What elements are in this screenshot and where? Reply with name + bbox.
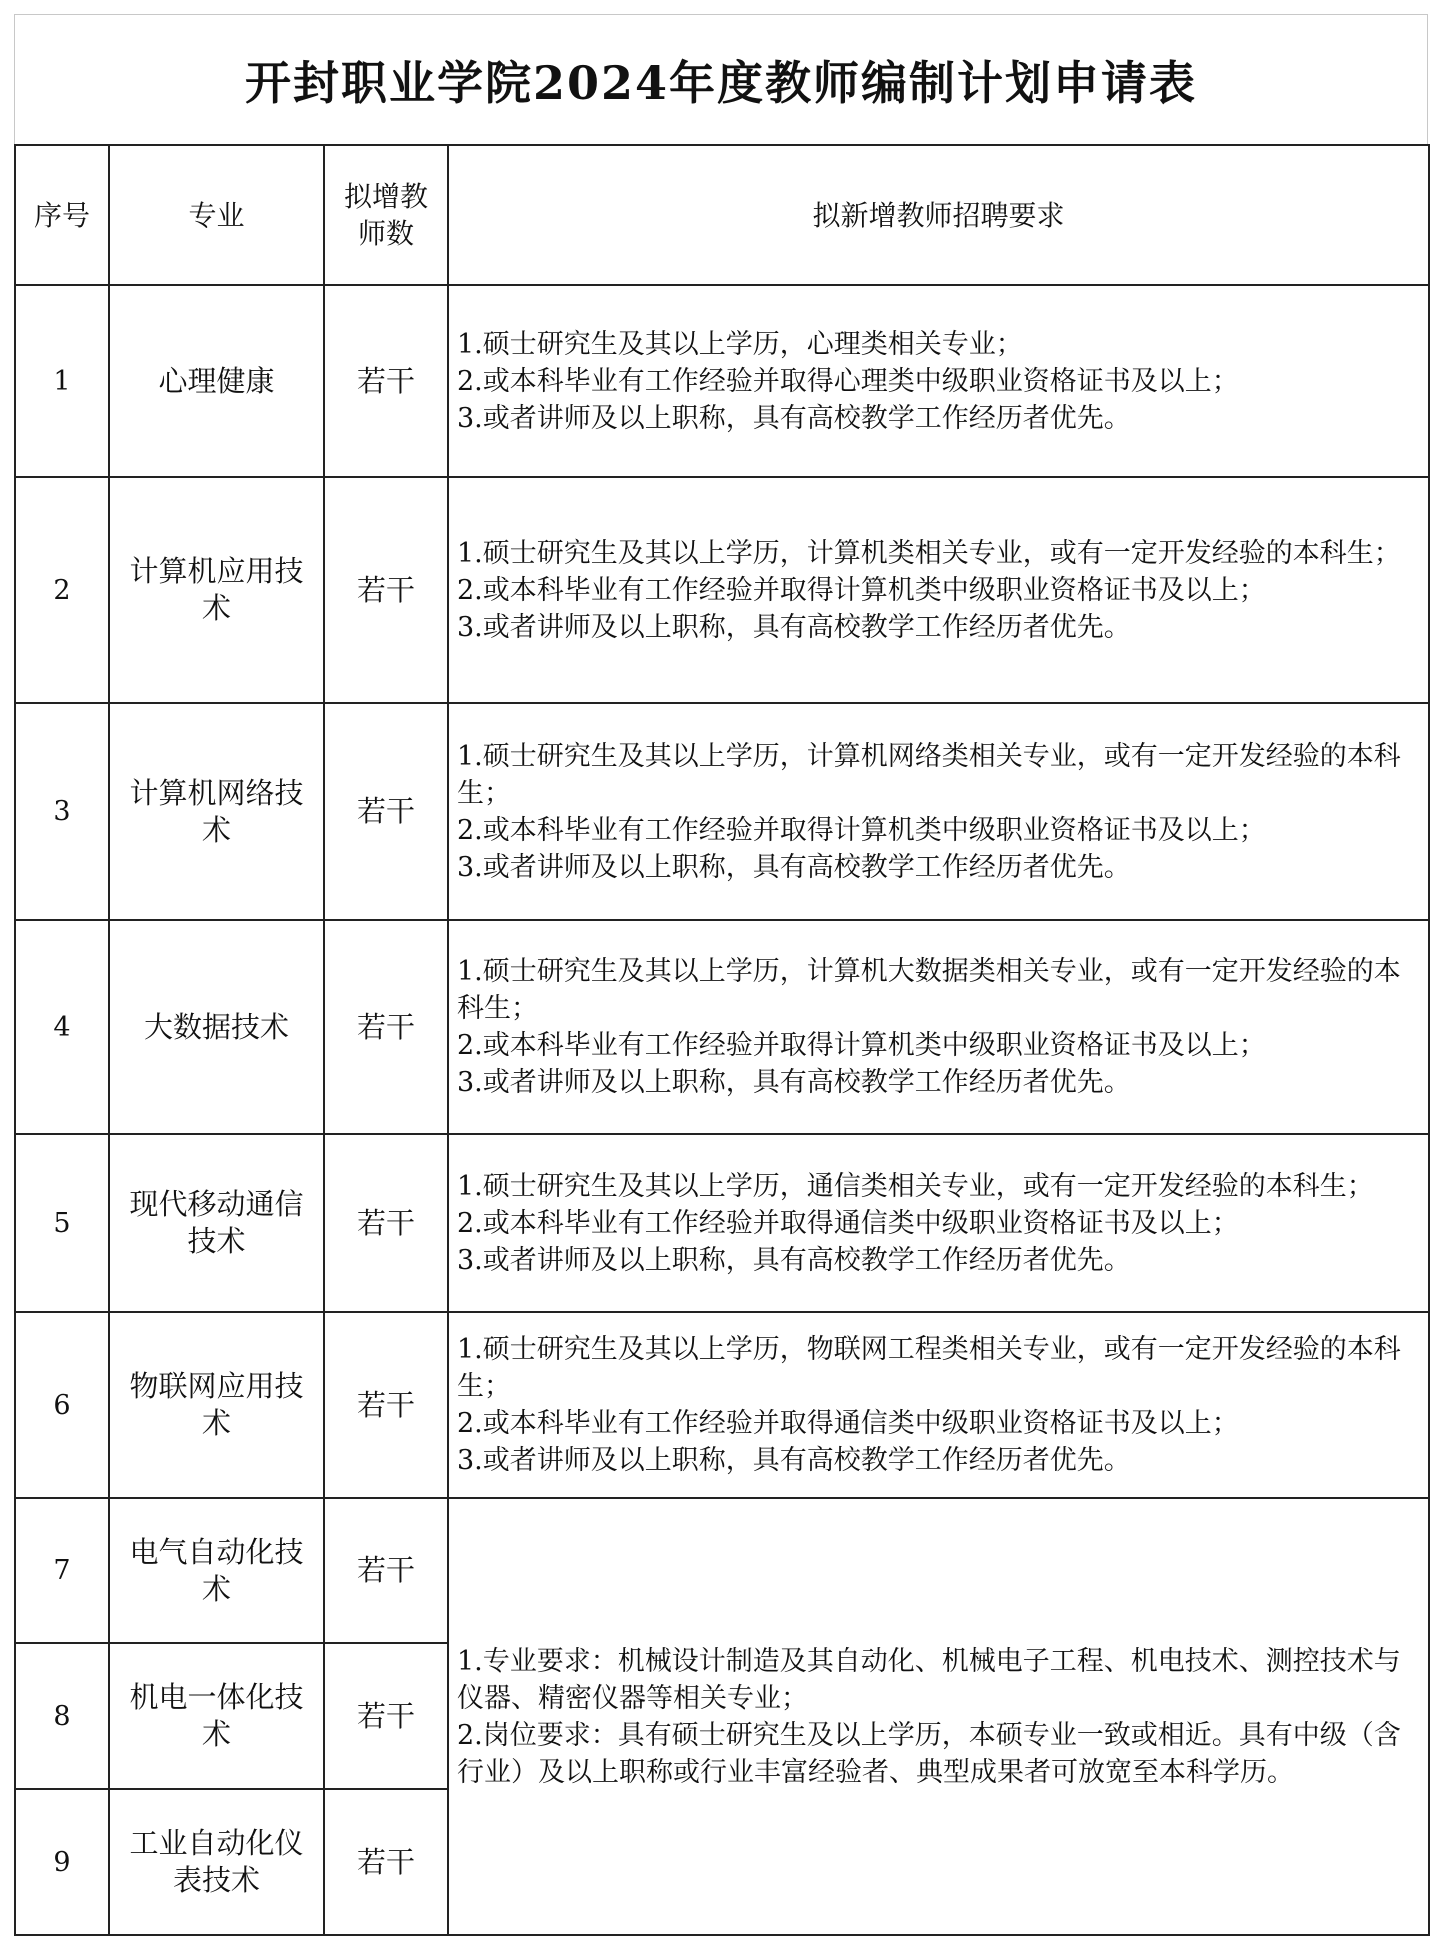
row-major-text: 机电一体化技术 bbox=[129, 1680, 304, 1751]
req-line: 1.硕士研究生及其以上学历，心理类相关专业； bbox=[457, 328, 1023, 360]
row-major-text: 心理健康 bbox=[158, 363, 275, 398]
req-line: 2.或本科毕业有工作经验并取得通信类中级职业资格证书及以上； bbox=[457, 1408, 1239, 1439]
row-major-text: 电气自动化技术 bbox=[129, 1534, 304, 1606]
table-row bbox=[15, 1312, 1429, 1498]
row-index: 5 bbox=[15, 1134, 109, 1312]
row-major-text: 物联网应用技术 bbox=[129, 1369, 304, 1440]
row-major bbox=[109, 477, 324, 703]
shared-requirements bbox=[448, 1498, 1429, 1935]
row-major bbox=[109, 920, 324, 1134]
page-title: 开封职业学院2024年度教师编制计划申请表 bbox=[244, 55, 1198, 110]
header-requirements: 拟新增教师招聘要求 bbox=[448, 145, 1429, 285]
row-index: 9 bbox=[15, 1789, 109, 1935]
row-requirements bbox=[448, 477, 1429, 703]
req-line: 2.或本科毕业有工作经验并取得通信类中级职业资格证书及以上； bbox=[457, 1207, 1239, 1239]
req-line: 3.或者讲师及以上职称，具有高校教学工作经历者优先。 bbox=[457, 611, 1131, 643]
row-index: 2 bbox=[15, 477, 109, 703]
row-count: 若干 bbox=[324, 285, 448, 477]
table-row bbox=[15, 1134, 1429, 1312]
row-requirements bbox=[448, 703, 1429, 920]
header-index: 序号 bbox=[15, 145, 109, 285]
header-row bbox=[15, 145, 1429, 285]
req-line: 3.或者讲师及以上职称，具有高校教学工作经历者优先。 bbox=[457, 1067, 1131, 1098]
row-major bbox=[109, 1134, 324, 1312]
row-count: 若干 bbox=[324, 1498, 448, 1643]
row-index: 6 bbox=[15, 1312, 109, 1498]
req-line: 3.或者讲师及以上职称，具有高校教学工作经历者优先。 bbox=[457, 851, 1131, 883]
req-line: 2.或本科毕业有工作经验并取得计算机类中级职业资格证书及以上； bbox=[457, 1030, 1266, 1061]
req-line: 1.硕士研究生及其以上学历，计算机网络类相关专业，或有一定开发经验的本科生； bbox=[457, 740, 1401, 809]
row-major-text: 计算机网络技术 bbox=[129, 775, 304, 847]
req-line: 3.或者讲师及以上职称，具有高校教学工作经历者优先。 bbox=[457, 1445, 1131, 1476]
header-count-label: 拟增教师数 bbox=[343, 180, 428, 250]
row-count: 若干 bbox=[324, 1789, 448, 1935]
header-count bbox=[324, 145, 448, 285]
row-count: 若干 bbox=[324, 920, 448, 1134]
table-row bbox=[15, 1498, 1429, 1643]
req-line: 1.硕士研究生及其以上学历，计算机类相关专业，或有一定开发经验的本科生； bbox=[457, 537, 1401, 569]
row-major-text: 现代移动通信技术 bbox=[129, 1187, 304, 1258]
req-line: 1.硕士研究生及其以上学历，计算机大数据类相关专业，或有一定开发经验的本科生； bbox=[457, 956, 1401, 1024]
row-index: 4 bbox=[15, 920, 109, 1134]
row-index: 7 bbox=[15, 1498, 109, 1643]
row-major bbox=[109, 1643, 324, 1789]
row-major-text: 工业自动化仪表技术 bbox=[129, 1826, 304, 1897]
title-box bbox=[14, 14, 1428, 144]
row-major bbox=[109, 703, 324, 920]
row-index: 1 bbox=[15, 285, 109, 477]
row-index: 3 bbox=[15, 703, 109, 920]
row-major-text: 大数据技术 bbox=[143, 1009, 289, 1044]
table-row bbox=[15, 703, 1429, 920]
table-row bbox=[15, 920, 1429, 1134]
row-requirements bbox=[448, 1312, 1429, 1498]
req-line: 2.或本科毕业有工作经验并取得计算机类中级职业资格证书及以上； bbox=[457, 574, 1266, 606]
req-line: 1.硕士研究生及其以上学历，物联网工程类相关专业，或有一定开发经验的本科生； bbox=[457, 1334, 1401, 1402]
row-major bbox=[109, 1789, 324, 1935]
req-line: 3.或者讲师及以上职称，具有高校教学工作经历者优先。 bbox=[457, 402, 1131, 434]
row-count: 若干 bbox=[324, 477, 448, 703]
row-index: 8 bbox=[15, 1643, 109, 1789]
header-major: 专业 bbox=[109, 145, 324, 285]
req-line: 2.或本科毕业有工作经验并取得心理类中级职业资格证书及以上； bbox=[457, 365, 1239, 397]
table-row bbox=[15, 285, 1429, 477]
row-requirements bbox=[448, 285, 1429, 477]
table-row bbox=[15, 477, 1429, 703]
plan-table bbox=[14, 144, 1430, 1936]
row-major bbox=[109, 1498, 324, 1643]
row-count: 若干 bbox=[324, 1134, 448, 1312]
row-count: 若干 bbox=[324, 1643, 448, 1789]
row-major bbox=[109, 285, 324, 477]
req-line: 3.或者讲师及以上职称，具有高校教学工作经历者优先。 bbox=[457, 1244, 1131, 1276]
req-line: 1.硕士研究生及其以上学历，通信类相关专业，或有一定开发经验的本科生； bbox=[457, 1170, 1374, 1202]
row-major-text: 计算机应用技术 bbox=[129, 554, 304, 625]
row-count: 若干 bbox=[324, 703, 448, 920]
req-line: 2.或本科毕业有工作经验并取得计算机类中级职业资格证书及以上； bbox=[457, 814, 1266, 846]
row-count: 若干 bbox=[324, 1312, 448, 1498]
req-line: 2.岗位要求：具有硕士研究生及以上学历，本硕专业一致或相近。具有中级（含行业）及以上职称或行业丰富经验者、典型成果者可放宽至本科学历。 bbox=[457, 1719, 1401, 1788]
row-major bbox=[109, 1312, 324, 1498]
req-line: 1.专业要求：机械设计制造及其自动化、机械电子工程、机电技术、测控技术与仪器、精密仪器等相关专业； bbox=[457, 1645, 1401, 1714]
row-requirements bbox=[448, 920, 1429, 1134]
row-requirements bbox=[448, 1134, 1429, 1312]
form-sheet bbox=[14, 14, 1428, 1934]
